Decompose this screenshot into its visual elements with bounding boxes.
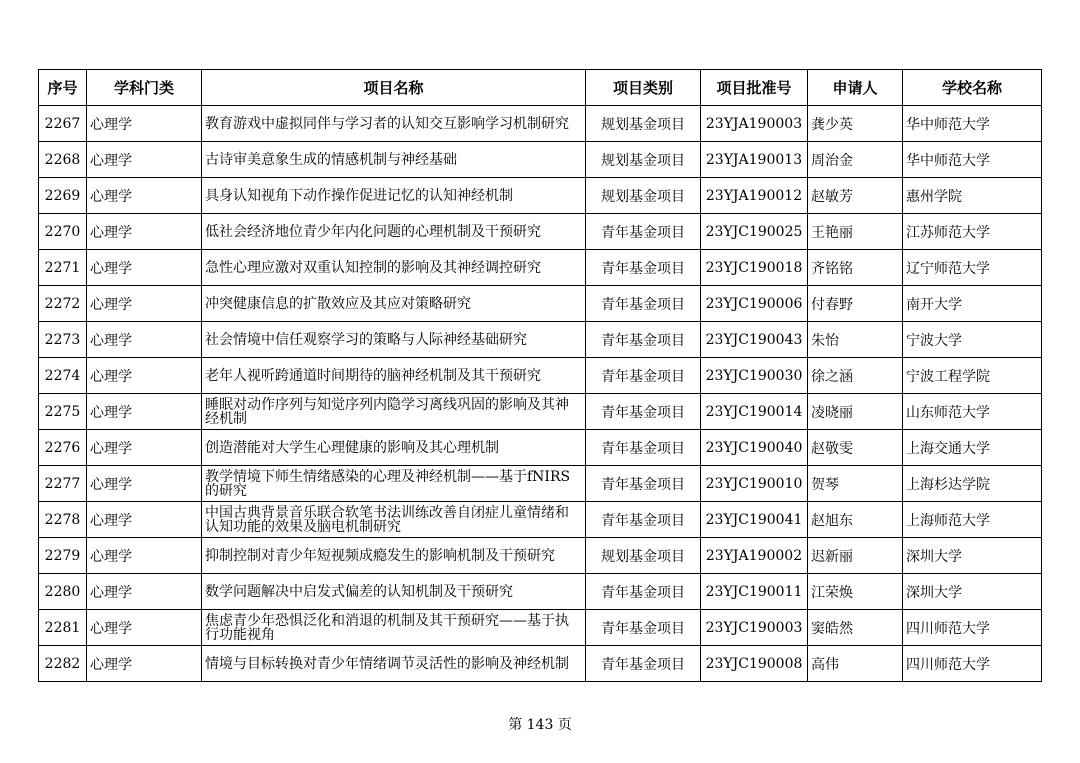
cell-applicant: 龚少英	[808, 106, 903, 142]
cell-project-type: 青年基金项目	[586, 574, 701, 610]
header-project-type: 项目类别	[586, 70, 701, 106]
cell-project-name: 情境与目标转换对青少年情绪调节灵活性的影响及神经机制	[202, 646, 586, 682]
cell-school: 宁波大学	[903, 322, 1042, 358]
cell-subject: 心理学	[87, 214, 202, 250]
header-row	[39, 70, 1042, 106]
cell-project-name: 急性心理应激对双重认知控制的影响及其神经调控研究	[202, 250, 586, 286]
cell-school: 华中师范大学	[903, 142, 1042, 178]
cell-approval-number: 23YJC190010	[701, 466, 808, 502]
cell-project-name: 数学问题解决中启发式偏差的认知机制及干预研究	[202, 574, 586, 610]
cell-approval-number: 23YJC190041	[701, 502, 808, 538]
cell-no: 2276	[39, 430, 87, 466]
cell-subject: 心理学	[87, 250, 202, 286]
table-row	[39, 106, 1042, 142]
cell-project-name: 中国古典背景音乐联合软笔书法训练改善自闭症儿童情绪和认知功能的效果及脑电机制研究	[202, 502, 586, 538]
cell-school: 山东师范大学	[903, 394, 1042, 430]
cell-project-name: 古诗审美意象生成的情感机制与神经基础	[202, 142, 586, 178]
cell-project-type: 规划基金项目	[586, 178, 701, 214]
cell-subject: 心理学	[87, 394, 202, 430]
cell-applicant: 付春野	[808, 286, 903, 322]
table-row	[39, 286, 1042, 322]
cell-subject: 心理学	[87, 502, 202, 538]
cell-applicant: 周治金	[808, 142, 903, 178]
cell-applicant: 赵旭东	[808, 502, 903, 538]
cell-subject: 心理学	[87, 574, 202, 610]
cell-subject: 心理学	[87, 610, 202, 646]
cell-approval-number: 23YJC190030	[701, 358, 808, 394]
cell-applicant: 迟新丽	[808, 538, 903, 574]
cell-project-name: 教学情境下师生情绪感染的心理及神经机制——基于fNIRS的研究	[202, 466, 586, 502]
cell-project-type: 青年基金项目	[586, 286, 701, 322]
cell-no: 2274	[39, 358, 87, 394]
cell-subject: 心理学	[87, 286, 202, 322]
cell-approval-number: 23YJA190003	[701, 106, 808, 142]
cell-school: 四川师范大学	[903, 610, 1042, 646]
cell-approval-number: 23YJC190011	[701, 574, 808, 610]
page-number: 第 143 页	[508, 717, 572, 733]
cell-project-name: 低社会经济地位青少年内化问题的心理机制及干预研究	[202, 214, 586, 250]
cell-project-name: 具身认知视角下动作操作促进记忆的认知神经机制	[202, 178, 586, 214]
cell-no: 2278	[39, 502, 87, 538]
header-no: 序号	[39, 70, 87, 106]
header-project-name: 项目名称	[202, 70, 586, 106]
table-row	[39, 538, 1042, 574]
cell-applicant: 赵敏芳	[808, 178, 903, 214]
cell-approval-number: 23YJA190012	[701, 178, 808, 214]
cell-approval-number: 23YJC190043	[701, 322, 808, 358]
cell-project-type: 青年基金项目	[586, 646, 701, 682]
header-applicant: 申请人	[808, 70, 903, 106]
cell-subject: 心理学	[87, 430, 202, 466]
cell-project-type: 青年基金项目	[586, 322, 701, 358]
cell-approval-number: 23YJC190018	[701, 250, 808, 286]
cell-applicant: 徐之涵	[808, 358, 903, 394]
cell-project-name: 社会情境中信任观察学习的策略与人际神经基础研究	[202, 322, 586, 358]
table-row	[39, 502, 1042, 538]
cell-no: 2280	[39, 574, 87, 610]
cell-no: 2279	[39, 538, 87, 574]
cell-approval-number: 23YJC190025	[701, 214, 808, 250]
table-row	[39, 214, 1042, 250]
cell-applicant: 朱怡	[808, 322, 903, 358]
cell-approval-number: 23YJC190008	[701, 646, 808, 682]
cell-no: 2267	[39, 106, 87, 142]
table-row	[39, 610, 1042, 646]
header-school: 学校名称	[903, 70, 1042, 106]
cell-subject: 心理学	[87, 358, 202, 394]
cell-applicant: 凌晓丽	[808, 394, 903, 430]
table-row	[39, 322, 1042, 358]
cell-school: 深圳大学	[903, 538, 1042, 574]
cell-school: 江苏师范大学	[903, 214, 1042, 250]
cell-approval-number: 23YJC190040	[701, 430, 808, 466]
cell-project-name: 冲突健康信息的扩散效应及其应对策略研究	[202, 286, 586, 322]
cell-approval-number: 23YJC190006	[701, 286, 808, 322]
cell-subject: 心理学	[87, 538, 202, 574]
table-body	[39, 106, 1042, 682]
cell-school: 上海杉达学院	[903, 466, 1042, 502]
cell-no: 2273	[39, 322, 87, 358]
cell-project-type: 规划基金项目	[586, 538, 701, 574]
cell-project-type: 青年基金项目	[586, 358, 701, 394]
cell-project-type: 青年基金项目	[586, 430, 701, 466]
cell-no: 2281	[39, 610, 87, 646]
cell-applicant: 江荣焕	[808, 574, 903, 610]
cell-subject: 心理学	[87, 466, 202, 502]
cell-approval-number: 23YJA190002	[701, 538, 808, 574]
cell-subject: 心理学	[87, 646, 202, 682]
project-table	[38, 69, 1042, 682]
cell-subject: 心理学	[87, 178, 202, 214]
cell-school: 华中师范大学	[903, 106, 1042, 142]
cell-project-type: 青年基金项目	[586, 502, 701, 538]
cell-project-type: 青年基金项目	[586, 394, 701, 430]
cell-approval-number: 23YJA190013	[701, 142, 808, 178]
table-row	[39, 430, 1042, 466]
cell-no: 2277	[39, 466, 87, 502]
cell-subject: 心理学	[87, 322, 202, 358]
header-approval-number: 项目批准号	[701, 70, 808, 106]
cell-school: 上海交通大学	[903, 430, 1042, 466]
header-subject: 学科门类	[87, 70, 202, 106]
cell-school: 深圳大学	[903, 574, 1042, 610]
cell-project-type: 青年基金项目	[586, 466, 701, 502]
cell-no: 2272	[39, 286, 87, 322]
table-row	[39, 358, 1042, 394]
cell-project-type: 青年基金项目	[586, 214, 701, 250]
cell-applicant: 高伟	[808, 646, 903, 682]
table-row	[39, 646, 1042, 682]
table-row	[39, 466, 1042, 502]
cell-applicant: 赵敬雯	[808, 430, 903, 466]
cell-project-name: 教育游戏中虚拟同伴与学习者的认知交互影响学习机制研究	[202, 106, 586, 142]
cell-applicant: 齐铭铭	[808, 250, 903, 286]
cell-project-name: 抑制控制对青少年短视频成瘾发生的影响机制及干预研究	[202, 538, 586, 574]
cell-project-name: 睡眠对动作序列与知觉序列内隐学习离线巩固的影响及其神经机制	[202, 394, 586, 430]
cell-applicant: 窦皓然	[808, 610, 903, 646]
cell-project-type: 规划基金项目	[586, 142, 701, 178]
table-row	[39, 178, 1042, 214]
cell-school: 宁波工程学院	[903, 358, 1042, 394]
cell-project-type: 青年基金项目	[586, 250, 701, 286]
cell-approval-number: 23YJC190014	[701, 394, 808, 430]
cell-school: 南开大学	[903, 286, 1042, 322]
cell-approval-number: 23YJC190003	[701, 610, 808, 646]
cell-no: 2270	[39, 214, 87, 250]
cell-project-type: 规划基金项目	[586, 106, 701, 142]
cell-no: 2275	[39, 394, 87, 430]
cell-no: 2268	[39, 142, 87, 178]
cell-project-name: 创造潜能对大学生心理健康的影响及其心理机制	[202, 430, 586, 466]
cell-no: 2269	[39, 178, 87, 214]
table-row	[39, 394, 1042, 430]
cell-no: 2282	[39, 646, 87, 682]
cell-school: 上海师范大学	[903, 502, 1042, 538]
cell-applicant: 贺琴	[808, 466, 903, 502]
table-row	[39, 250, 1042, 286]
cell-subject: 心理学	[87, 106, 202, 142]
table-row	[39, 142, 1042, 178]
cell-applicant: 王艳丽	[808, 214, 903, 250]
cell-school: 辽宁师范大学	[903, 250, 1042, 286]
cell-subject: 心理学	[87, 142, 202, 178]
cell-project-name: 焦虑青少年恐惧泛化和消退的机制及其干预研究——基于执行功能视角	[202, 610, 586, 646]
table-row	[39, 574, 1042, 610]
cell-project-name: 老年人视听跨通道时间期待的脑神经机制及其干预研究	[202, 358, 586, 394]
cell-project-type: 青年基金项目	[586, 610, 701, 646]
cell-school: 惠州学院	[903, 178, 1042, 214]
cell-school: 四川师范大学	[903, 646, 1042, 682]
cell-no: 2271	[39, 250, 87, 286]
